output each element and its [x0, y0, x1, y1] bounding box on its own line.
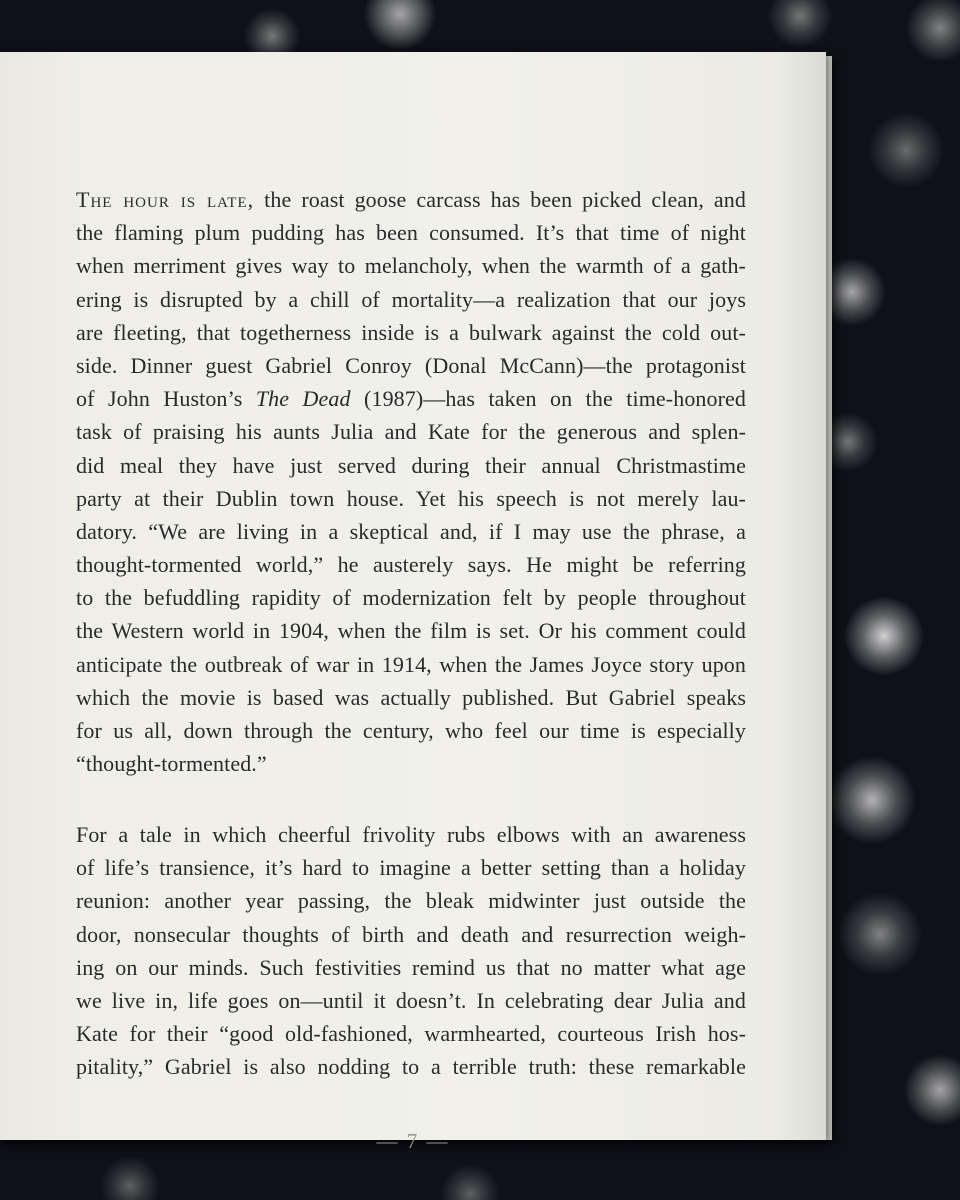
lead-in-small-caps: The hour is late,	[76, 187, 255, 212]
text-line: task of praising his aunts Julia and Kate for the generous and splen-	[76, 419, 746, 445]
text-line: party at their Dublin town house. Yet his speech is not merely lau-	[76, 485, 746, 511]
book-page	[0, 52, 826, 1153]
page-number: — 7 —	[376, 1129, 450, 1153]
text-line: ing on our minds. Such festivities remind us that no matter what age	[76, 954, 746, 980]
text-line: Kate for their “good old-fashioned, warmhearted, courteous Irish hos-	[76, 1021, 746, 1047]
text-line: the Western world in 1904, when the film is set. Or his comment could	[76, 618, 746, 644]
text-line: pitality,” Gabriel is also nodding to a terrible truth: these remarkable	[76, 1054, 746, 1080]
text-line: we live in, life goes on—until it doesn’t. In celebrating dear Julia and	[76, 987, 746, 1013]
text-line: thought-tormented world,” he austerely says. He might be referring	[76, 552, 746, 578]
text-line: for us all, down through the century, who feel our time is especially	[76, 718, 746, 743]
text-line: For a tale in which cheerful frivolity rubs elbows with an awareness	[76, 822, 746, 847]
text-line: side. Dinner guest Gabriel Conroy (Donal McCann)—the protagonist	[76, 352, 746, 378]
film-title: The Dead	[255, 386, 351, 412]
text-line: “thought-tormented.”	[76, 751, 267, 777]
paragraph-2	[76, 818, 746, 1084]
text-line: did meal they have just served during their annual Christmastime	[76, 452, 746, 478]
text-line: when merriment gives way to melancholy, when the warmth of a gath-	[76, 253, 746, 279]
paragraph-1	[76, 183, 746, 780]
text-line: reunion: another year passing, the bleak midwinter just outside the	[76, 888, 746, 914]
text-line: anticipate the outbreak of war in 1914, when the James Joyce story upon	[76, 651, 746, 677]
text-line: door, nonsecular thoughts of birth and death and resurrection weigh-	[76, 921, 746, 947]
text-line: datory. “We are living in a skeptical and, if I may use the phrase, a	[76, 518, 746, 544]
text-line: of life’s transience, it’s hard to imagine a better setting than a holiday	[76, 855, 746, 881]
text-line: The hour is late, the roast goose carcass has been picked clean, and	[76, 187, 746, 212]
text-line: the flaming plum pudding has been consumed. It’s that time of night	[76, 220, 746, 246]
text-line: are fleeting, that togetherness inside is a bulwark against the cold out-	[76, 319, 746, 345]
text-line: which the movie is based was actually published. But Gabriel speaks	[76, 684, 746, 710]
text-line: to the befuddling rapidity of modernization felt by people throughout	[76, 585, 746, 611]
text-line: ering is disrupted by a chill of mortality—a realization that our joys	[76, 286, 746, 312]
text-line: of John Huston’s The Dead (1987)—has taken on the time-honored	[76, 386, 746, 412]
